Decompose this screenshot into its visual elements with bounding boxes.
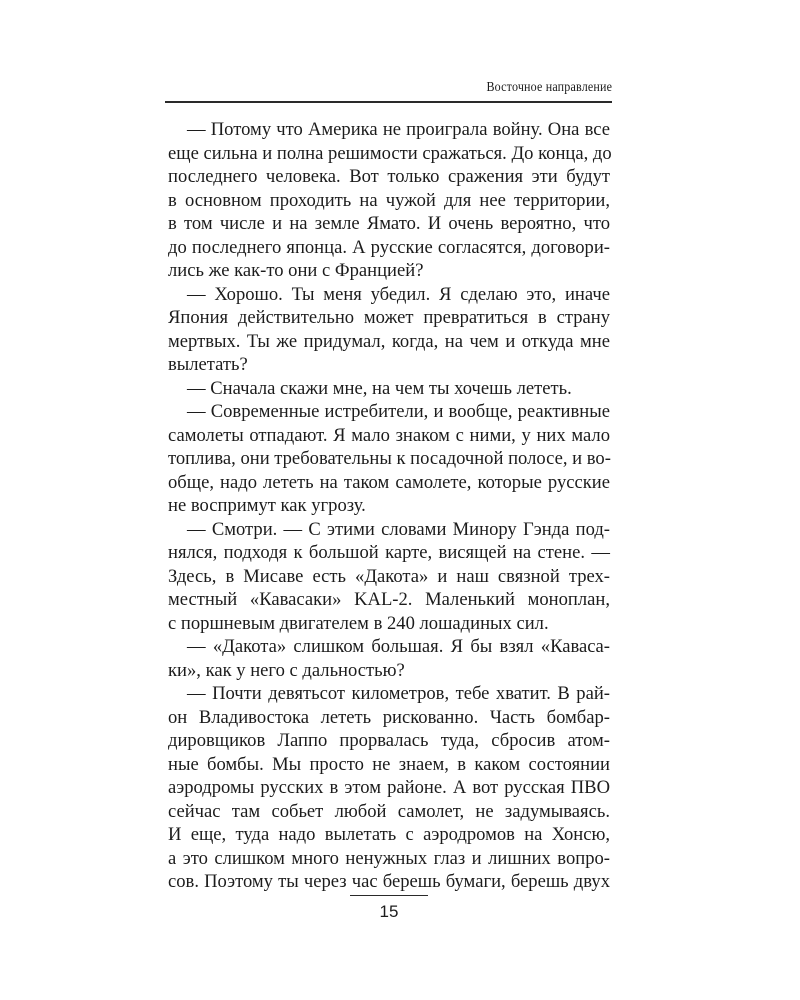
text-line: не воспримут как угрозу. <box>168 495 366 516</box>
text-line: топлива, они требовательны к посадочной полосе, и во- <box>168 448 611 469</box>
text-line: ки», как у него с дальностью? <box>168 659 405 681</box>
text-line: самолеты отпадают. Я мало знаком с ними, у них мало <box>168 424 610 446</box>
text-line: сейчас там собьет любой самолет, не задумываясь. <box>168 800 610 822</box>
text-line: сов. Поэтому ты через час берешь бумаги, берешь двух <box>168 871 610 892</box>
text-line: дировщиков Лаппо прорвалась туда, сбросив атом- <box>168 730 610 751</box>
text-line: а это слишком много ненужных глаз и лишних вопро- <box>168 847 610 869</box>
text-line: в том числе и на земле Ямато. И очень вероятно, что <box>168 213 610 234</box>
text-line: он Владивостока лететь рискованно. Часть бомбар- <box>168 706 610 728</box>
footer-rule <box>350 895 428 896</box>
text-line: вылетать? <box>168 354 248 375</box>
text-line: — «Дакота» слишком большая. Я бы взял «Кавасa- <box>187 636 610 657</box>
text-line: до последнего японца. А русские согласятся, договори- <box>168 236 610 258</box>
text-line: Япония действительно может превратиться в страну <box>168 307 610 328</box>
text-line: обще, надо лететь на таком самолете, которые русские <box>168 471 610 493</box>
text-line: нялся, подходя к большой карте, висящей на стене. — <box>168 542 610 563</box>
text-line: — Потому что Америка не проиграла войну. Она все <box>187 119 610 140</box>
text-line: — Смотри. — С этими словами Минору Гэнда под- <box>187 518 610 540</box>
text-line: И еще, туда надо вылетать с аэродромов на Хонсю, <box>168 824 610 845</box>
text-line: Здесь, в Мисаве есть «Дакота» и наш связной трех- <box>168 565 610 587</box>
page-number: 15 <box>379 902 399 921</box>
text-line: — Современные истребители, и вообще, реактивные <box>187 401 610 422</box>
text-line: — Сначала скажи мне, на чем ты хочешь лететь. <box>187 377 572 399</box>
running-head-title: Восточное направление <box>486 80 612 95</box>
text-line: последнего человека. Вот только сражения эти будут <box>168 166 610 187</box>
text-line: — Хорошо. Ты меня убедил. Я сделаю это, иначе <box>187 283 610 305</box>
text-line: с поршневым двигателем в 240 лошадиных сил. <box>168 612 549 634</box>
text-line: в основном проходить на чужой для нее территории, <box>168 189 610 211</box>
text-line: аэродромы русских в этом районе. А вот русская ПВО <box>168 777 610 798</box>
text-line: — Почти девятьсот километров, тебе хватит. В рай- <box>187 683 610 704</box>
text-line: ные бомбы. Мы просто не знаем, в каком состоянии <box>168 753 610 775</box>
text-line: местный «Кавасаки» KAL-2. Маленький моноплан, <box>168 589 610 610</box>
header-rule <box>165 101 612 103</box>
text-line: еще сильна и полна решимости сражаться. До конца, до <box>168 142 612 164</box>
text-line: мертвых. Ты же придумал, когда, на чем и откуда мне <box>168 330 610 352</box>
text-line: лись же как-то они с Францией? <box>168 260 424 281</box>
body-text <box>168 118 610 894</box>
